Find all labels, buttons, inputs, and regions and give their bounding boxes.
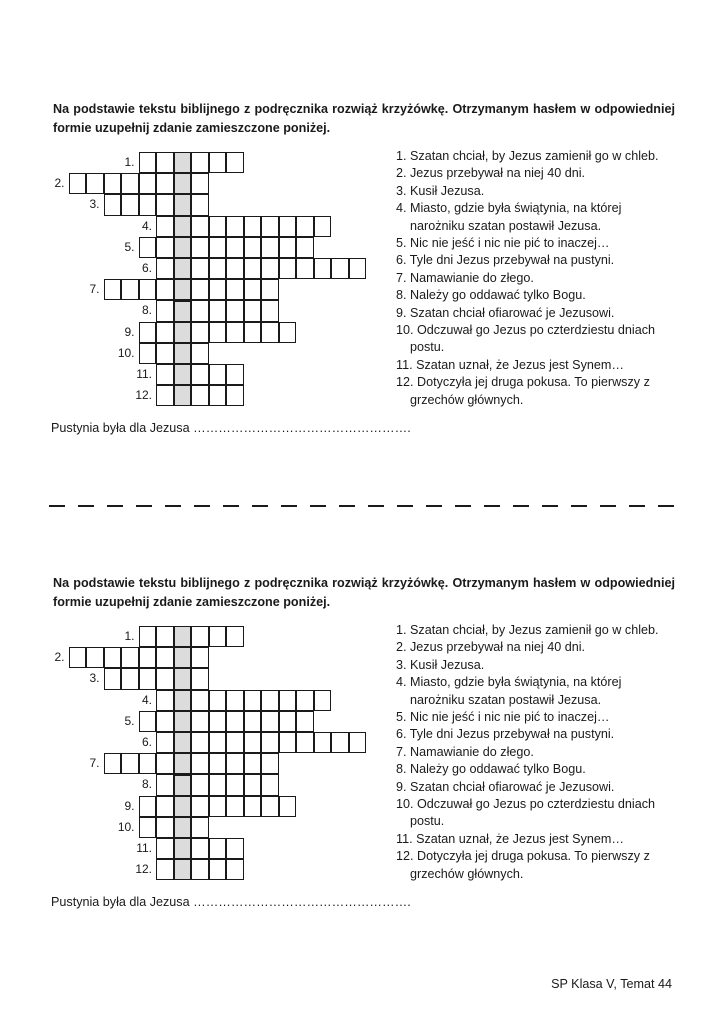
row-number: 9. xyxy=(124,324,135,339)
row-number: 10. xyxy=(117,819,135,834)
crossword-cell[interactable] xyxy=(226,300,244,321)
crossword-cell[interactable] xyxy=(139,817,157,838)
crossword-cell[interactable] xyxy=(226,753,244,774)
crossword-key-cell[interactable] xyxy=(174,173,192,194)
crossword-cell[interactable] xyxy=(156,258,174,279)
crossword-cell[interactable] xyxy=(121,173,139,194)
crossword-cell[interactable] xyxy=(156,322,174,343)
crossword-cell[interactable] xyxy=(226,859,244,880)
dash-segment xyxy=(368,505,384,507)
crossword-cell[interactable] xyxy=(279,690,297,711)
crossword-key-cell[interactable] xyxy=(174,859,192,880)
crossword-key-cell[interactable] xyxy=(174,237,192,258)
clue-item: 7. Namawianie do złego. xyxy=(396,744,534,759)
crossword-cell[interactable] xyxy=(209,216,227,237)
dash-segment xyxy=(658,505,674,507)
crossword-cell[interactable] xyxy=(156,300,174,321)
crossword-cell[interactable] xyxy=(121,194,139,215)
crossword-cell[interactable] xyxy=(226,216,244,237)
clue-item: 10. Odczuwał go Jezus po czterdziestu dniach postu. xyxy=(396,797,656,829)
crossword-cell[interactable] xyxy=(121,647,139,668)
dash-segment xyxy=(252,505,268,507)
crossword-cell[interactable] xyxy=(314,258,332,279)
crossword-key-cell[interactable] xyxy=(174,668,192,689)
crossword-cell[interactable] xyxy=(244,237,262,258)
crossword-cell[interactable] xyxy=(191,859,209,880)
row-number: 11. xyxy=(136,367,152,381)
crossword-cell[interactable] xyxy=(191,152,209,173)
crossword-key-cell[interactable] xyxy=(174,343,192,364)
crossword-key-cell[interactable] xyxy=(174,258,192,279)
crossword-key-cell[interactable] xyxy=(174,838,192,859)
crossword-cell[interactable] xyxy=(209,753,227,774)
crossword-cell[interactable] xyxy=(261,753,279,774)
clue-item: 6. Tyle dni Jezus przebywał na pustyni. xyxy=(396,727,615,742)
crossword-cell[interactable] xyxy=(191,279,209,300)
crossword-cell[interactable] xyxy=(104,194,122,215)
crossword-cell[interactable] xyxy=(156,753,174,774)
crossword-cell[interactable] xyxy=(226,838,244,859)
crossword-cell[interactable] xyxy=(156,796,174,817)
crossword-cell[interactable] xyxy=(191,774,209,795)
crossword-cell[interactable] xyxy=(139,626,157,647)
crossword-cell[interactable] xyxy=(314,690,332,711)
crossword-key-cell[interactable] xyxy=(174,753,192,774)
crossword-cell[interactable] xyxy=(156,626,174,647)
crossword-cell[interactable] xyxy=(139,279,157,300)
crossword-key-cell[interactable] xyxy=(174,711,192,732)
crossword-cell[interactable] xyxy=(156,279,174,300)
row-number: 6. xyxy=(141,261,152,275)
dash-segment xyxy=(484,505,500,507)
clue-item: 2. Jezus przebywał na niej 40 dni. xyxy=(396,640,586,655)
clue-list xyxy=(396,148,674,409)
row-number: 12. xyxy=(135,862,152,877)
row-number: 7. xyxy=(89,756,100,771)
crossword-grid xyxy=(0,152,380,412)
crossword-cell[interactable] xyxy=(261,732,279,753)
row-number: 4. xyxy=(141,692,152,707)
crossword-cell[interactable] xyxy=(191,711,209,732)
clue-item: 10. Odczuwał go Jezus po czterdziestu dniach postu. xyxy=(396,323,656,355)
crossword-cell[interactable] xyxy=(156,711,174,732)
crossword-cell[interactable] xyxy=(279,237,297,258)
crossword-cell[interactable] xyxy=(156,364,174,385)
crossword-cell[interactable] xyxy=(86,173,104,194)
crossword-cell[interactable] xyxy=(296,711,314,732)
crossword-cell[interactable] xyxy=(156,774,174,795)
crossword-cell[interactable] xyxy=(349,258,367,279)
crossword-cell[interactable] xyxy=(244,774,262,795)
crossword-cell[interactable] xyxy=(191,237,209,258)
crossword-cell[interactable] xyxy=(139,152,157,173)
crossword-cell[interactable] xyxy=(226,385,244,406)
crossword-cell[interactable] xyxy=(226,322,244,343)
crossword-cell[interactable] xyxy=(191,322,209,343)
row-number: 11. xyxy=(136,841,152,855)
crossword-cell[interactable] xyxy=(139,796,157,817)
crossword-key-cell[interactable] xyxy=(174,279,192,300)
dash-segment xyxy=(426,505,442,507)
dash-segment xyxy=(107,505,123,507)
crossword-cell[interactable] xyxy=(69,647,87,668)
dash-segment xyxy=(629,505,645,507)
crossword-cell[interactable] xyxy=(139,668,157,689)
clue-item: 5. Nic nie jeść i nic nie pić to inaczej… xyxy=(396,710,610,725)
crossword-cell[interactable] xyxy=(191,668,209,689)
instruction-text: Na podstawie tekstu biblijnego z podręcznika rozwiąż krzyżówkę. Otrzymanym hasłem w odpowiedniej formie uzupełnij zdanie zamieszczone poniżej. xyxy=(53,576,675,609)
crossword-cell[interactable] xyxy=(226,626,244,647)
crossword-cell[interactable] xyxy=(349,732,367,753)
crossword-cell[interactable] xyxy=(156,385,174,406)
clue-item: 8. Należy go oddawać tylko Bogu. xyxy=(396,762,586,777)
crossword-cell[interactable] xyxy=(209,258,227,279)
crossword-cell[interactable] xyxy=(209,690,227,711)
row-number: 5. xyxy=(124,713,135,728)
clue-item: 4. Miasto, gdzie była świątynia, na której narożniku szatan postawił Jezusa. xyxy=(396,675,622,707)
crossword-key-cell[interactable] xyxy=(174,647,192,668)
crossword-cell[interactable] xyxy=(314,732,332,753)
crossword-key-cell[interactable] xyxy=(174,364,192,385)
crossword-cell[interactable] xyxy=(279,322,297,343)
dash-segment xyxy=(310,505,326,507)
crossword-cell[interactable] xyxy=(244,753,262,774)
crossword-cell[interactable] xyxy=(121,753,139,774)
crossword-cell[interactable] xyxy=(156,838,174,859)
crossword-cell[interactable] xyxy=(121,279,139,300)
crossword-key-cell[interactable] xyxy=(174,774,192,795)
crossword-cell[interactable] xyxy=(244,711,262,732)
crossword-cell[interactable] xyxy=(209,838,227,859)
crossword-cell[interactable] xyxy=(244,216,262,237)
crossword-cell[interactable] xyxy=(156,173,174,194)
crossword-cell[interactable] xyxy=(296,258,314,279)
crossword-cell[interactable] xyxy=(209,237,227,258)
crossword-cell[interactable] xyxy=(244,690,262,711)
crossword-cell[interactable] xyxy=(244,279,262,300)
crossword-cell[interactable] xyxy=(244,322,262,343)
crossword-cell[interactable] xyxy=(244,300,262,321)
crossword-cell[interactable] xyxy=(191,626,209,647)
crossword-cell[interactable] xyxy=(261,774,279,795)
crossword-cell[interactable] xyxy=(191,194,209,215)
crossword-cell[interactable] xyxy=(191,300,209,321)
clue-item: 2. Jezus przebywał na niej 40 dni. xyxy=(396,166,586,181)
crossword-cell[interactable] xyxy=(191,753,209,774)
crossword-cell[interactable] xyxy=(244,732,262,753)
crossword-cell[interactable] xyxy=(209,152,227,173)
clue-item: 9. Szatan chciał ofiarować je Jezusowi. xyxy=(396,305,615,320)
crossword-cell[interactable] xyxy=(209,322,227,343)
clue-item: 12. Dotyczyła jej druga pokusa. To pierwszy z grzechów głównych. xyxy=(396,375,650,407)
crossword-cell[interactable] xyxy=(156,237,174,258)
crossword-cell[interactable] xyxy=(279,796,297,817)
crossword-cell[interactable] xyxy=(104,173,122,194)
crossword-cell[interactable] xyxy=(296,237,314,258)
crossword-cell[interactable] xyxy=(209,774,227,795)
dash-segment xyxy=(165,505,181,507)
row-number: 2. xyxy=(54,650,65,665)
dash-segment xyxy=(542,505,558,507)
row-number: 1. xyxy=(124,629,135,643)
crossword-cell[interactable] xyxy=(279,258,297,279)
crossword-cell[interactable] xyxy=(226,732,244,753)
row-number: 3. xyxy=(89,197,100,212)
crossword-key-cell[interactable] xyxy=(174,300,192,321)
crossword-cell[interactable] xyxy=(104,279,122,300)
crossword-cell[interactable] xyxy=(261,216,279,237)
crossword-cell[interactable] xyxy=(209,385,227,406)
crossword-cell[interactable] xyxy=(226,279,244,300)
row-number: 2. xyxy=(54,176,65,191)
crossword-cell[interactable] xyxy=(139,173,157,194)
crossword-cell[interactable] xyxy=(191,216,209,237)
row-number: 5. xyxy=(124,239,135,254)
crossword-cell[interactable] xyxy=(121,668,139,689)
crossword-cell[interactable] xyxy=(69,173,87,194)
row-number: 8. xyxy=(141,303,152,318)
clue-item: 11. Szatan uznał, że Jezus jest Synem… xyxy=(396,831,624,846)
crossword-cell[interactable] xyxy=(191,838,209,859)
crossword-cell[interactable] xyxy=(279,711,297,732)
crossword-cell[interactable] xyxy=(261,258,279,279)
crossword-cell[interactable] xyxy=(226,258,244,279)
crossword-cell[interactable] xyxy=(261,237,279,258)
clue-item: 3. Kusił Jezusa. xyxy=(396,183,485,198)
dash-segment xyxy=(571,505,587,507)
clue-item: 6. Tyle dni Jezus przebywał na pustyni. xyxy=(396,253,615,268)
dash-segment xyxy=(397,505,413,507)
crossword-cell[interactable] xyxy=(261,322,279,343)
crossword-cell[interactable] xyxy=(104,647,122,668)
dash-segment xyxy=(513,505,529,507)
crossword-cell[interactable] xyxy=(209,796,227,817)
worksheet-section-top xyxy=(0,100,725,440)
crossword-cell[interactable] xyxy=(191,364,209,385)
crossword-cell[interactable] xyxy=(279,732,297,753)
crossword-key-cell[interactable] xyxy=(174,152,192,173)
crossword-cell[interactable] xyxy=(226,774,244,795)
crossword-cell[interactable] xyxy=(156,732,174,753)
crossword-cell[interactable] xyxy=(209,859,227,880)
crossword-cell[interactable] xyxy=(139,237,157,258)
row-number: 6. xyxy=(141,735,152,749)
crossword-cell[interactable] xyxy=(191,647,209,668)
crossword-cell[interactable] xyxy=(331,732,349,753)
crossword-cell[interactable] xyxy=(226,364,244,385)
crossword-cell[interactable] xyxy=(261,279,279,300)
dash-segment xyxy=(223,505,239,507)
cut-line xyxy=(49,499,677,513)
crossword-cell[interactable] xyxy=(209,279,227,300)
crossword-cell[interactable] xyxy=(191,732,209,753)
crossword-cell[interactable] xyxy=(296,690,314,711)
crossword-cell[interactable] xyxy=(209,626,227,647)
clue-item: 9. Szatan chciał ofiarować je Jezusowi. xyxy=(396,779,615,794)
crossword-cell[interactable] xyxy=(139,753,157,774)
worksheet-section-bottom xyxy=(0,574,725,914)
crossword-cell[interactable] xyxy=(139,647,157,668)
crossword-cell[interactable] xyxy=(156,216,174,237)
crossword-cell[interactable] xyxy=(209,300,227,321)
crossword-key-cell[interactable] xyxy=(174,732,192,753)
clue-list xyxy=(396,622,674,883)
fill-in-sentence: Pustynia była dla Jezusa ……………………………………………. xyxy=(51,421,411,435)
crossword-cell[interactable] xyxy=(261,690,279,711)
dash-segment xyxy=(455,505,471,507)
row-number: 10. xyxy=(117,345,135,360)
crossword-key-cell[interactable] xyxy=(174,322,192,343)
dash-segment xyxy=(339,505,355,507)
clue-item: 1. Szatan chciał, by Jezus zamienił go w chleb. xyxy=(396,149,659,163)
crossword-cell[interactable] xyxy=(209,364,227,385)
crossword-key-cell[interactable] xyxy=(174,626,192,647)
crossword-cell[interactable] xyxy=(156,152,174,173)
crossword-cell[interactable] xyxy=(86,647,104,668)
crossword-cell[interactable] xyxy=(156,194,174,215)
crossword-cell[interactable] xyxy=(156,690,174,711)
fill-in-sentence: Pustynia była dla Jezusa ……………………………………………. xyxy=(51,895,411,909)
clue-item: 12. Dotyczyła jej druga pokusa. To pierwszy z grzechów głównych. xyxy=(396,849,650,881)
crossword-cell[interactable] xyxy=(279,216,297,237)
row-number: 7. xyxy=(89,282,100,297)
crossword-cell[interactable] xyxy=(139,194,157,215)
crossword-key-cell[interactable] xyxy=(174,817,192,838)
crossword-cell[interactable] xyxy=(191,385,209,406)
crossword-key-cell[interactable] xyxy=(174,796,192,817)
crossword-cell[interactable] xyxy=(156,859,174,880)
crossword-key-cell[interactable] xyxy=(174,216,192,237)
crossword-cell[interactable] xyxy=(244,258,262,279)
row-number: 12. xyxy=(135,388,152,403)
crossword-cell[interactable] xyxy=(156,647,174,668)
crossword-cell[interactable] xyxy=(139,343,157,364)
crossword-key-cell[interactable] xyxy=(174,385,192,406)
dash-segment xyxy=(49,505,65,507)
dash-segment xyxy=(78,505,94,507)
instruction-text: Na podstawie tekstu biblijnego z podręcznika rozwiąż krzyżówkę. Otrzymanym hasłem w odpowiedniej formie uzupełnij zdanie zamieszczone poniżej. xyxy=(53,102,675,135)
crossword-cell[interactable] xyxy=(191,173,209,194)
crossword-cell[interactable] xyxy=(226,796,244,817)
crossword-cell[interactable] xyxy=(209,711,227,732)
crossword-cell[interactable] xyxy=(191,343,209,364)
dash-segment xyxy=(281,505,297,507)
clue-item: 11. Szatan uznał, że Jezus jest Synem… xyxy=(396,357,624,372)
clue-item: 7. Namawianie do złego. xyxy=(396,270,534,285)
crossword-cell[interactable] xyxy=(156,668,174,689)
crossword-cell[interactable] xyxy=(104,753,122,774)
clue-item: 4. Miasto, gdzie była świątynia, na której narożniku szatan postawił Jezusa. xyxy=(396,201,622,233)
crossword-cell[interactable] xyxy=(296,732,314,753)
crossword-cell[interactable] xyxy=(209,732,227,753)
crossword-cell[interactable] xyxy=(261,711,279,732)
crossword-cell[interactable] xyxy=(261,300,279,321)
crossword-cell[interactable] xyxy=(226,711,244,732)
crossword-cell[interactable] xyxy=(156,343,174,364)
row-number: 8. xyxy=(141,777,152,792)
clue-item: 8. Należy go oddawać tylko Bogu. xyxy=(396,288,586,303)
crossword-grid xyxy=(0,626,380,886)
clue-item: 3. Kusił Jezusa. xyxy=(396,657,485,672)
crossword-key-cell[interactable] xyxy=(174,194,192,215)
dash-segment xyxy=(600,505,616,507)
crossword-cell[interactable] xyxy=(226,152,244,173)
crossword-cell[interactable] xyxy=(139,711,157,732)
row-number: 9. xyxy=(124,798,135,813)
clue-item: 1. Szatan chciał, by Jezus zamienił go w chleb. xyxy=(396,623,659,637)
row-number: 3. xyxy=(89,671,100,686)
crossword-cell[interactable] xyxy=(191,817,209,838)
row-number: 4. xyxy=(141,218,152,233)
crossword-cell[interactable] xyxy=(331,258,349,279)
dash-segment xyxy=(194,505,210,507)
row-number: 1. xyxy=(124,155,135,169)
crossword-cell[interactable] xyxy=(191,258,209,279)
crossword-cell[interactable] xyxy=(314,216,332,237)
crossword-cell[interactable] xyxy=(191,690,209,711)
crossword-cell[interactable] xyxy=(191,796,209,817)
crossword-cell[interactable] xyxy=(156,817,174,838)
dash-segment xyxy=(136,505,152,507)
crossword-cell[interactable] xyxy=(226,690,244,711)
crossword-cell[interactable] xyxy=(261,796,279,817)
clue-item: 5. Nic nie jeść i nic nie pić to inaczej… xyxy=(396,236,610,251)
crossword-cell[interactable] xyxy=(296,216,314,237)
crossword-cell[interactable] xyxy=(244,796,262,817)
page-footer: SP Klasa V, Temat 44 xyxy=(551,977,672,991)
crossword-cell[interactable] xyxy=(139,322,157,343)
crossword-cell[interactable] xyxy=(226,237,244,258)
crossword-key-cell[interactable] xyxy=(174,690,192,711)
crossword-cell[interactable] xyxy=(104,668,122,689)
